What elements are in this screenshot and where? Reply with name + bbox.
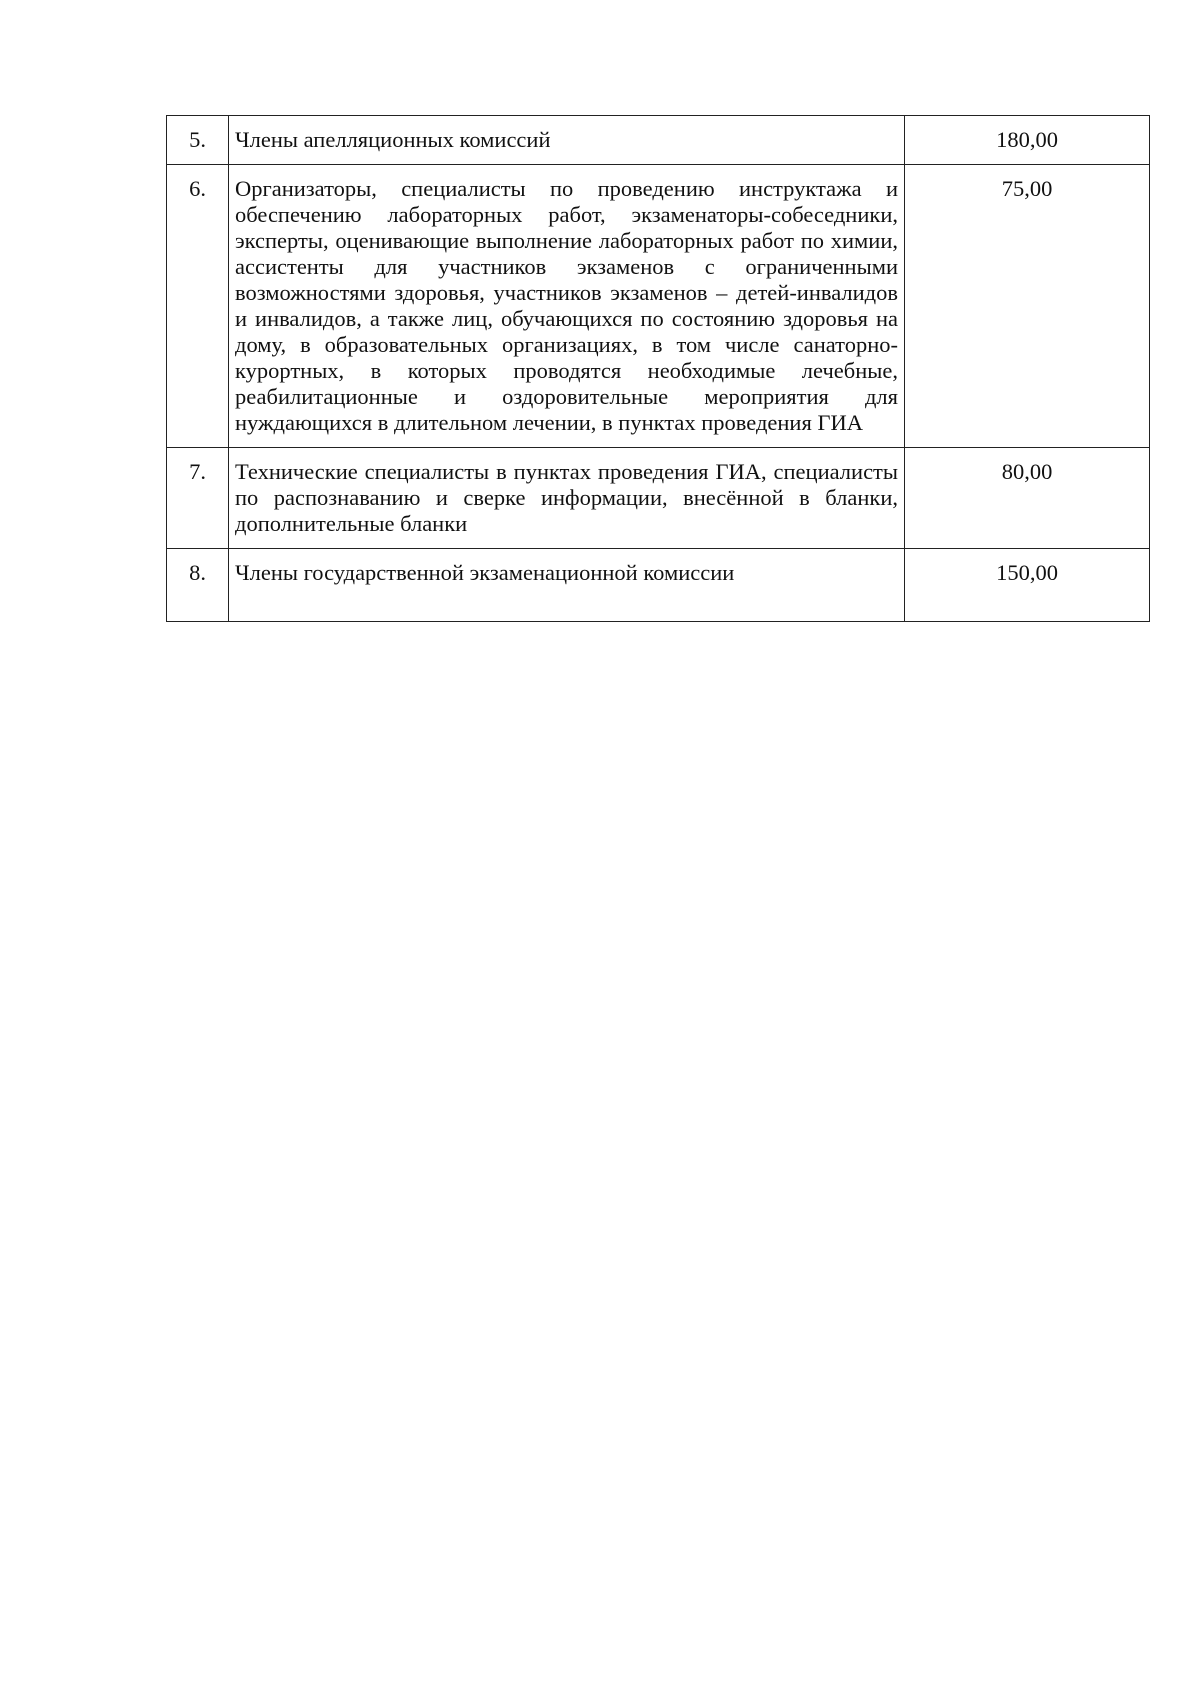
table-row <box>167 549 1150 622</box>
table-row <box>167 116 1150 165</box>
row-number: 6. <box>167 165 229 448</box>
row-number: 7. <box>167 448 229 549</box>
row-value: 75,00 <box>905 165 1150 448</box>
table-row <box>167 165 1150 448</box>
rates-table <box>166 115 1150 622</box>
row-number: 5. <box>167 116 229 165</box>
row-description: Члены государственной экзаменационной комиссии <box>229 549 905 622</box>
row-number: 8. <box>167 549 229 622</box>
row-description: Члены апелляционных комиссий <box>229 116 905 165</box>
row-value: 180,00 <box>905 116 1150 165</box>
row-value: 80,00 <box>905 448 1150 549</box>
row-description: Технические специалисты в пунктах проведения ГИА, специалисты по распознаванию и сверке информации, внесённой в бланки, дополнительные бланки <box>229 448 905 549</box>
row-description: Организаторы, специалисты по проведению инструктажа и обеспечению лабораторных работ, экзаменаторы-собеседники, эксперты, оценивающие выполнение лабораторных работ по химии, ассистенты для участников экзаменов с ограниченными возможностями здоровья, участников экзаменов – детей-инвалидов и инвалидов, а также лиц, обучающихся по состоянию здоровья на дому, в образовательных организациях, в том числе санаторно-курортных, в которых проводятся необходимые лечебные, реабилитационные и оздоровительные мероприятия для нуждающихся в длительном лечении, в пунктах проведения ГИА <box>229 165 905 448</box>
row-value: 150,00 <box>905 549 1150 622</box>
table-row <box>167 448 1150 549</box>
